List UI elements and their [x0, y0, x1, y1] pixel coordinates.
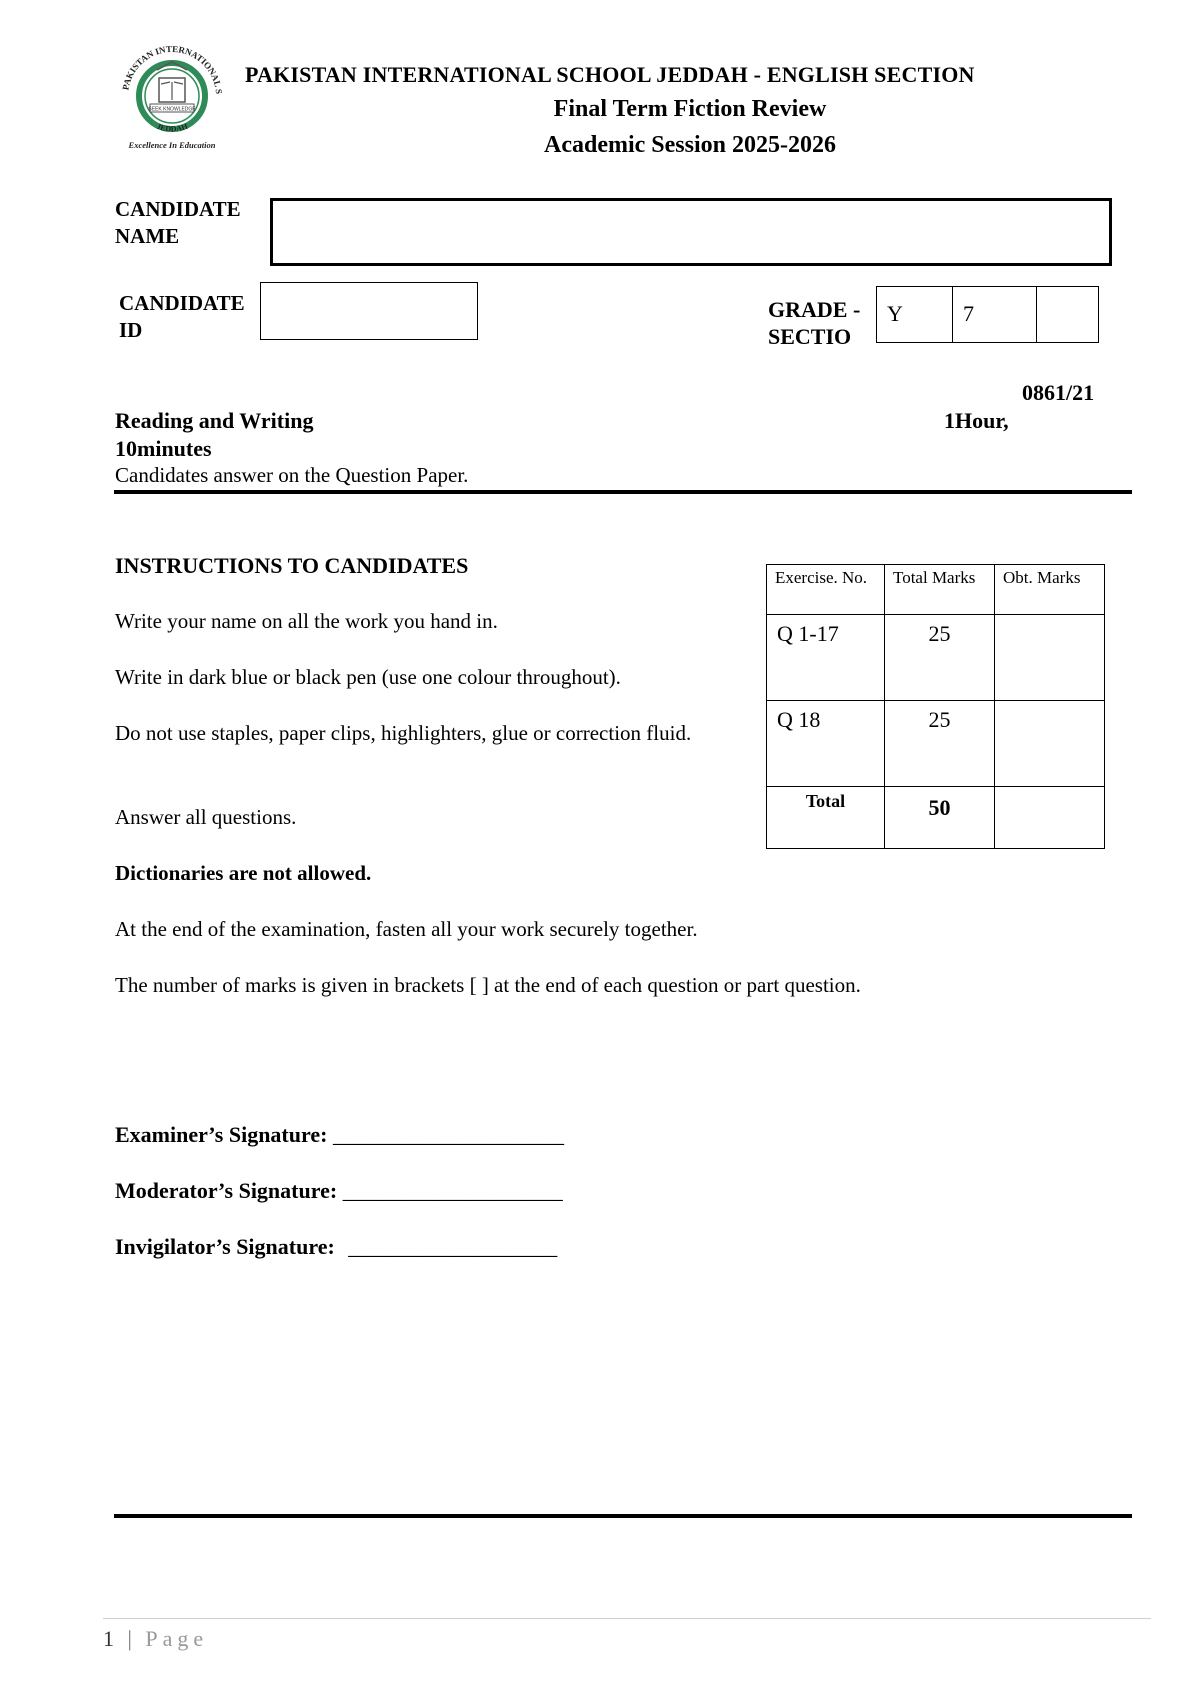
instructions-heading: INSTRUCTIONS TO CANDIDATES	[115, 553, 469, 578]
subject-title: Reading and Writing	[115, 408, 314, 433]
grade-label-line2: SECTIO	[768, 324, 852, 349]
svg-text:JEDDAH: JEDDAH	[155, 121, 189, 134]
table-row	[767, 615, 1105, 701]
moderator-signature-label: Moderator’s Signature:	[115, 1178, 338, 1203]
svg-text:Excellence In Education: Excellence In Education	[128, 140, 216, 150]
marks-header-obtained: Obt. Marks	[995, 565, 1105, 615]
exam-title: Final Term Fiction Review	[553, 96, 827, 122]
instruction-item: Write in dark blue or black pen (use one colour throughout).	[115, 665, 621, 689]
instruction-item: At the end of the examination, fasten all your work securely together.	[115, 917, 698, 941]
table-row-total	[767, 787, 1105, 849]
moderator-signature-line[interactable]: ____________________	[342, 1178, 563, 1203]
examiner-signature-line[interactable]: _____________________	[332, 1122, 564, 1147]
page-number: 1	[103, 1626, 118, 1651]
grade-cell-3[interactable]	[1037, 287, 1099, 343]
exercise-cell: Q 1-17	[767, 615, 885, 701]
divider-top	[114, 490, 1132, 494]
page-footer	[103, 1626, 208, 1652]
instruction-item: Answer all questions.	[115, 805, 297, 829]
footer-separator: |	[127, 1626, 136, 1651]
total-marks-cell: 25	[885, 615, 995, 701]
total-label-cell: Total	[767, 787, 885, 849]
obtained-marks-cell[interactable]	[995, 701, 1105, 787]
grade-section-table	[876, 286, 1099, 343]
total-marks-cell: 25	[885, 701, 995, 787]
instruction-item: Do not use staples, paper clips, highlighters, glue or correction fluid.	[115, 721, 692, 745]
grade-section-label	[768, 296, 860, 350]
school-name: PAKISTAN INTERNATIONAL SCHOOL JEDDAH - ENGLISH SECTION	[245, 62, 975, 87]
candidate-name-label-line1: CANDIDATE	[115, 197, 241, 221]
answer-note: Candidates answer on the Question Paper.	[115, 463, 469, 487]
candidate-name-field[interactable]	[270, 198, 1112, 266]
candidate-id-label-line1: CANDIDATE	[119, 291, 245, 315]
duration-hours: 1Hour,	[944, 408, 1009, 433]
candidate-id-field[interactable]	[260, 282, 478, 340]
marks-table	[766, 564, 1105, 849]
invigilator-signature-label: Invigilator’s Signature:	[115, 1234, 335, 1259]
duration-minutes: 10minutes	[115, 436, 212, 461]
candidate-name-label-line2: NAME	[115, 224, 180, 248]
grade-cell-2[interactable]: 7	[953, 287, 1037, 343]
footer-rule	[103, 1618, 1151, 1619]
marks-header-total: Total Marks	[885, 565, 995, 615]
instruction-item-bold: Dictionaries are not allowed.	[115, 861, 372, 885]
marks-header-exercise: Exercise. No.	[767, 565, 885, 615]
instruction-item: Write your name on all the work you hand in.	[115, 609, 498, 633]
page-word: Page	[145, 1626, 209, 1651]
invigilator-signature-line[interactable]: ___________________	[348, 1234, 558, 1259]
examiner-signature	[115, 1122, 564, 1148]
academic-session: Academic Session 2025-2026	[544, 132, 836, 158]
examiner-signature-label: Examiner’s Signature:	[115, 1122, 328, 1147]
svg-text:SEEK KNOWLEDGE: SEEK KNOWLEDGE	[148, 106, 196, 113]
divider-bottom	[114, 1514, 1132, 1518]
svg-text:PAKISTAN INTERNATIONAL SCHOOL: PAKISTAN INTERNATIONAL S	[120, 43, 225, 95]
moderator-signature	[115, 1178, 563, 1204]
candidate-id-label-line2: ID	[119, 318, 143, 342]
paper-code: 0861/21	[1022, 380, 1095, 405]
total-obtained-cell[interactable]	[995, 787, 1105, 849]
obtained-marks-cell[interactable]	[995, 615, 1105, 701]
grade-label-line1: GRADE -	[768, 297, 861, 322]
instruction-item: The number of marks is given in brackets [ ] at the end of each question or part question.	[115, 973, 861, 997]
school-logo	[112, 40, 232, 152]
grade-cell-1[interactable]: Y	[877, 287, 953, 343]
total-value-cell: 50	[885, 787, 995, 849]
exercise-cell: Q 18	[767, 701, 885, 787]
table-row	[767, 701, 1105, 787]
candidate-id-label	[119, 290, 245, 344]
invigilator-signature	[115, 1234, 557, 1260]
candidate-name-label	[115, 196, 241, 250]
